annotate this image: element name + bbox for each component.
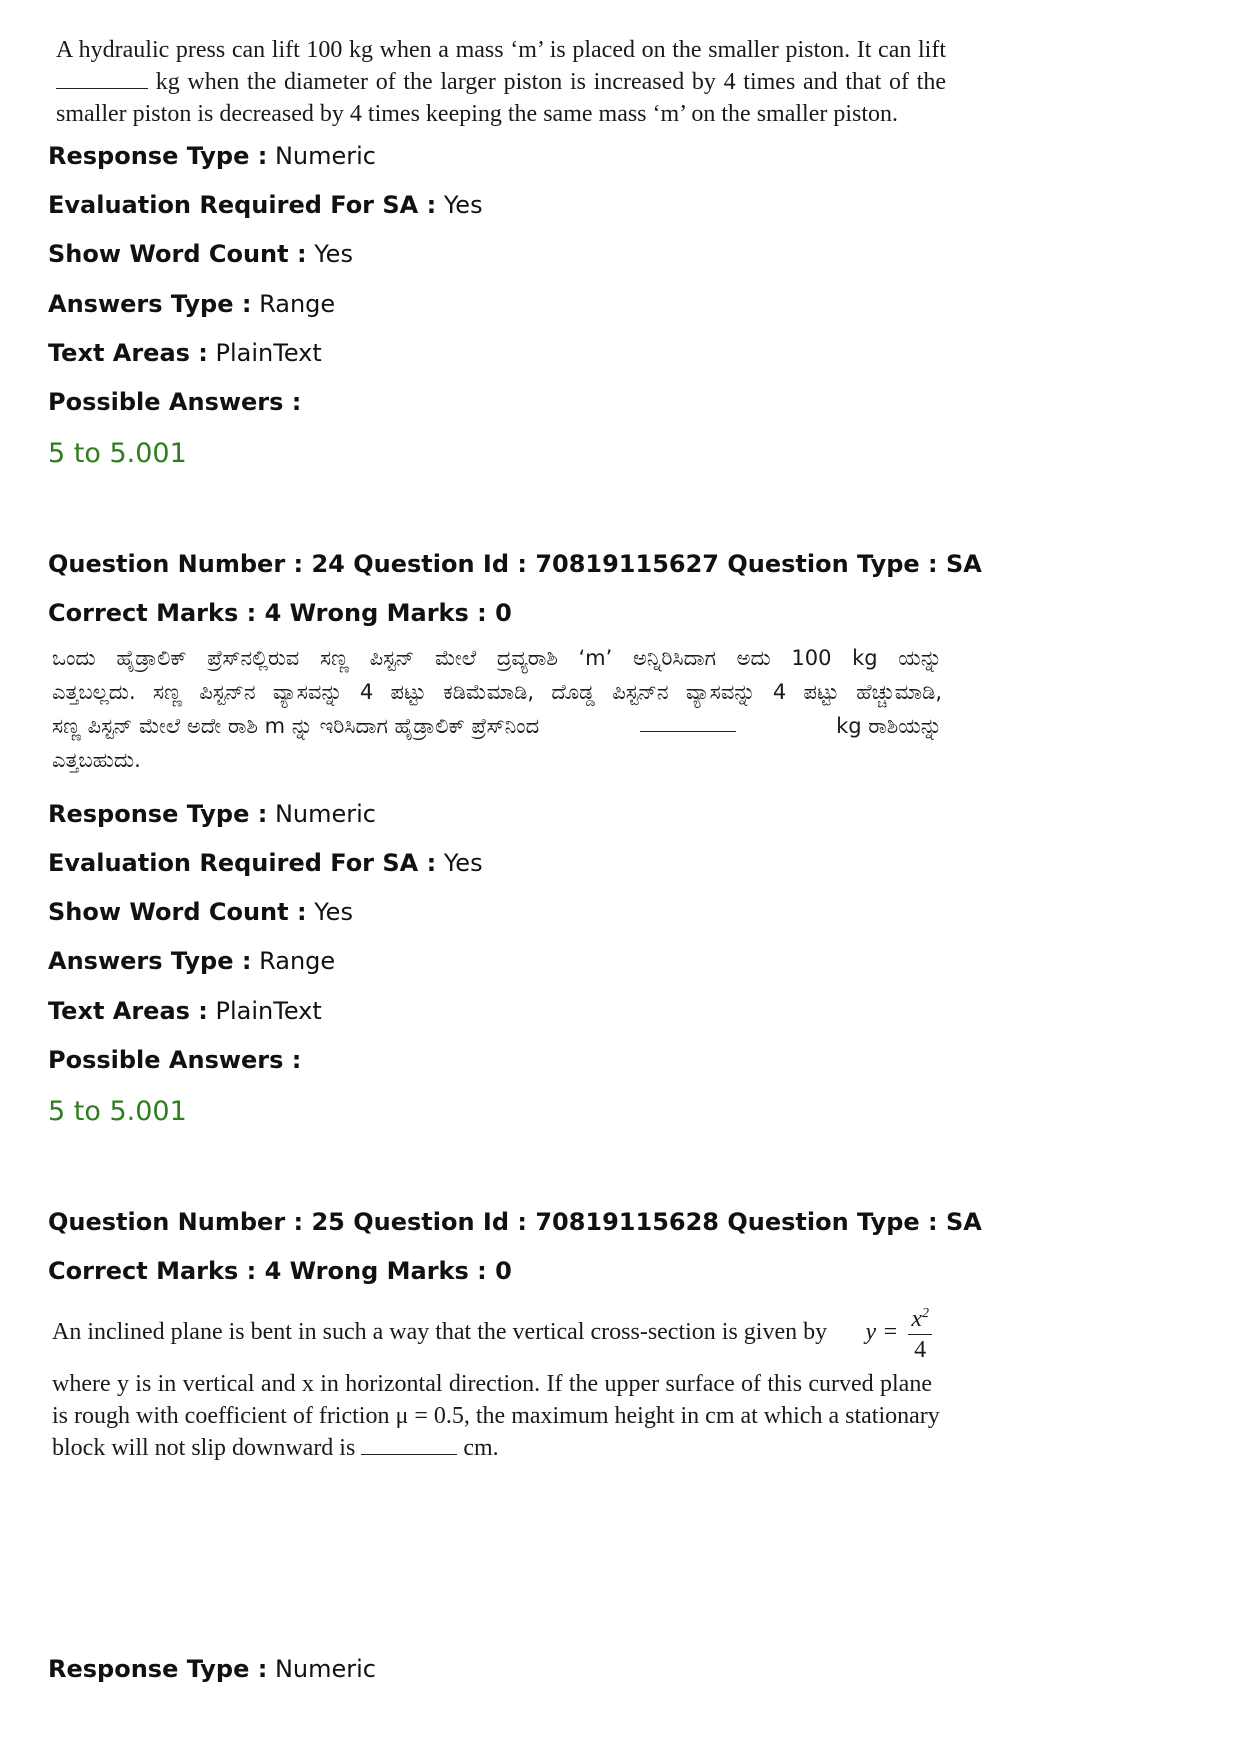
question-line: smaller piston is decreased by 4 times keeping the same mass ‘m’ on the smaller piston. [56,101,899,127]
answer-blank [361,1434,457,1455]
question-25-header: Question Number : 25 Question Id : 70819115628 Question Type : SA [48,1208,982,1236]
response-type-value: Numeric [274,1655,376,1683]
possible-answers-row: Possible Answers : [48,388,302,416]
answers-type-row: Answers Type : Range [48,947,336,975]
word-count-value: Yes [314,898,353,926]
question-25-text: An inclined plane is bent in such a way that the vertical cross-section is given by y = $\frac{x^2}{4}$ where y is in vertical and x in horizontal direction. If the upper surface of this curved plane is rough with coefficient of friction μ = 0.5, the maximum height in cm at which a stationary block will not slip downward is cm. [52,1296,932,1464]
answers-type-value: Range [259,947,336,975]
question-line: block will not slip downward is cm. [52,1435,499,1461]
response-type-row: Response Type : Numeric [48,800,376,828]
question-24-header: Question Number : 24 Question Id : 70819115627 Question Type : SA [48,550,982,578]
equation-fraction: $\frac{x^2}{4}$ [908,1299,932,1365]
evaluation-row: Evaluation Required For SA : Yes [48,849,483,877]
word-count-value: Yes [314,240,353,268]
possible-answers-row: Possible Answers : [48,1046,302,1074]
question-line: is rough with coefficient of friction μ = 0.5, the maximum height in cm at which a stationary [52,1403,940,1429]
evaluation-value: Yes [443,849,483,877]
evaluation-value: Yes [443,191,483,219]
question-23-text [56,34,946,130]
response-type-row: Response Type : Numeric [48,142,376,170]
text-areas-row: Text Areas : PlainText [48,339,322,367]
evaluation-row: Evaluation Required For SA : Yes [48,191,483,219]
question-25-marks: Correct Marks : 4 Wrong Marks : 0 [48,1257,512,1285]
answer-blank [640,709,736,732]
question-24-marks: Correct Marks : 4 Wrong Marks : 0 [48,599,512,627]
word-count-row: Show Word Count : Yes [48,240,353,268]
possible-answer-value: 5 to 5.001 [48,438,187,469]
question-24-kannada-text: ಒಂದು ಹೈಡ್ರಾಲಿಕ್ ಪ್ರೆಸ್‌ನಲ್ಲಿರುವ ಸಣ್ಣ ಪಿಸ್ಟನ್ ಮೇಲೆ ದ್ರವ್ಯರಾಶಿ ‘m’ ಅನ್ನಿರಿಸಿದಾಗ ಅದು 100 kg ಯನ್ನು ಎತ್ತಬಲ್ಲದು. ಸಣ್ಣ ಪಿಸ್ಟನ್‌ನ ವ್ಯಾಸವನ್ನು 4 ಪಟ್ಟು ಕಡಿಮೆಮಾಡಿ, ದೊಡ್ಡ ಪಿಸ್ಟನ್‌ನ ವ್ಯಾಸವನ್ನು 4 ಪಟ್ಟು ಹೆಚ್ಚುಮಾಡಿ, ಸಣ್ಣ ಪಿಸ್ಟನ್ ಮೇಲೆ ಅದೇ ರಾಶಿ m ನ್ನು ಇರಿಸಿದಾಗ ಹೈಡ್ರಾಲಿಕ್ ಪ್ರೆಸ್‌ನಿಂದ kg ರಾಶಿಯನ್ನು ಎತ್ತಬಹುದು. [52,646,942,772]
question-line: where y is in vertical and x in horizontal direction. If the upper surface of this curved plane [52,1371,932,1397]
text-areas-row: Text Areas : PlainText [48,997,322,1025]
text-areas-value: PlainText [215,339,322,367]
word-count-row: Show Word Count : Yes [48,898,353,926]
answers-type-row: Answers Type : Range [48,290,336,318]
question-line: A hydraulic press can lift 100 kg when a mass ‘m’ is placed on the smaller piston. It can lift [56,37,946,63]
answers-type-value: Range [259,290,336,318]
possible-answer-value: 5 to 5.001 [48,1096,187,1127]
response-type-value: Numeric [274,142,376,170]
text-areas-value: PlainText [215,997,322,1025]
question-line: kg when the diameter of the larger piston is increased by 4 times and that of the [56,66,946,98]
answer-blank [56,68,148,89]
response-type-row: Response Type : Numeric [48,1655,376,1683]
response-type-value: Numeric [274,800,376,828]
